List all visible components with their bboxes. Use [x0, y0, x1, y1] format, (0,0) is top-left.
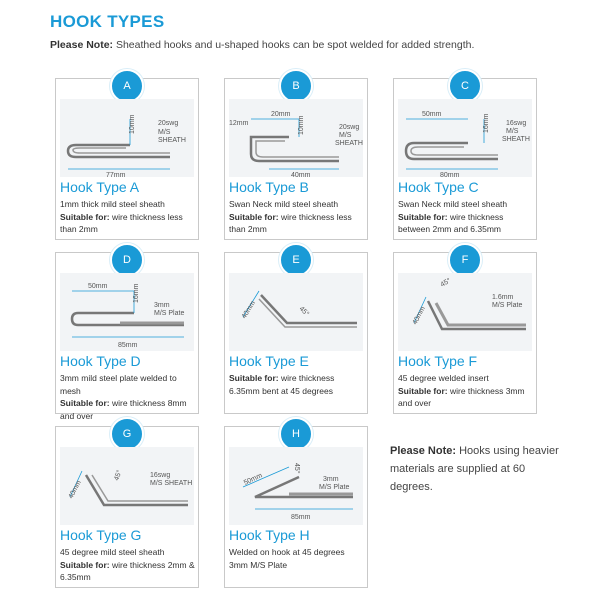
bottom-note-label: Please Note: [390, 445, 457, 457]
hook-desc-f-suit-label: Suitable for: [398, 385, 448, 396]
hook-d-diagram [60, 273, 194, 351]
hook-title-e: Hook Type E [229, 353, 309, 369]
hook-e-diagram [229, 273, 363, 351]
hook-desc-a-suit-text: wire thickness less than 2mm [60, 211, 183, 234]
hook-desc-e-suit-text: wire thickness 6.35mm bent at 45 degrees [229, 373, 335, 396]
hook-desc-h [229, 546, 365, 571]
hook-badge-a: A [110, 69, 144, 103]
hook-card-b [224, 78, 368, 240]
svg-text:85mm: 85mm [291, 514, 311, 521]
hook-desc-h-line1: Welded on hook at 45 degrees 3mm M/S Plate [229, 547, 345, 570]
hook-desc-b-line1: Swan Neck mild steel sheath [229, 199, 339, 209]
svg-text:80mm: 80mm [440, 172, 460, 177]
hook-card-g [55, 426, 199, 588]
hook-card-e [224, 252, 368, 414]
hook-card-f [393, 252, 537, 414]
hook-title-h: Hook Type H [229, 527, 310, 543]
svg-text:SHEATH: SHEATH [158, 137, 186, 144]
hook-card-d [55, 252, 199, 421]
svg-text:40mm: 40mm [240, 299, 258, 321]
svg-text:10mm: 10mm [298, 115, 305, 135]
svg-text:20mm: 20mm [271, 111, 291, 118]
hook-a-diagram [60, 99, 194, 177]
hook-desc-d-line1: 3mm mild steel plate welded to mesh [60, 373, 177, 396]
hook-h-diagram [229, 447, 363, 525]
top-note-label: Please Note: [50, 39, 114, 51]
hook-desc-c-suit-label: Suitable for: [398, 211, 448, 222]
svg-text:16mm: 16mm [133, 283, 140, 303]
hook-c-diagram [398, 99, 532, 177]
hook-title-g: Hook Type G [60, 527, 142, 543]
hook-desc-g-suit-text: wire thickness 2mm & 6.35mm [60, 559, 195, 582]
hook-desc-b-suit-text: wire thickness less than 2mm [229, 211, 352, 234]
hook-desc-e [229, 372, 365, 397]
page-title: HOOK TYPES [50, 12, 165, 31]
hook-b-diagram [229, 99, 363, 177]
hook-title-c: Hook Type C [398, 179, 479, 195]
hook-desc-f [398, 372, 534, 410]
svg-text:12mm: 12mm [229, 120, 249, 127]
hook-desc-a-line1: 1mm thick mild steel sheath [60, 199, 165, 209]
hook-badge-d: D [110, 243, 144, 277]
hook-desc-g [60, 546, 196, 584]
svg-text:40mm: 40mm [411, 305, 427, 326]
hook-badge-e: E [279, 243, 313, 277]
hook-desc-d-suit-text: wire thickness 8mm and over [60, 398, 187, 421]
hook-desc-a [60, 198, 196, 236]
hook-desc-e-suit-label: Suitable for: [229, 373, 279, 383]
hook-badge-b: B [279, 69, 313, 103]
svg-text:M/S Plate: M/S Plate [319, 484, 350, 491]
svg-text:M/S Plate: M/S Plate [492, 302, 523, 309]
svg-text:20swg: 20swg [158, 120, 179, 127]
svg-text:SHEATH: SHEATH [502, 136, 530, 143]
hook-title-b: Hook Type B [229, 179, 309, 195]
svg-text:3mm: 3mm [154, 302, 170, 309]
svg-text:40mm: 40mm [291, 172, 311, 177]
hook-desc-c-line1: Swan Neck mild steel sheath [398, 199, 508, 209]
hook-badge-f: F [448, 243, 482, 277]
hook-g-diagram [60, 447, 194, 525]
svg-text:40mm: 40mm [67, 479, 83, 500]
hook-f-diagram [398, 273, 532, 351]
svg-text:45°: 45° [113, 469, 124, 482]
svg-text:SHEATH: SHEATH [335, 140, 363, 147]
svg-text:16swg: 16swg [506, 120, 527, 127]
svg-text:M/S: M/S [506, 128, 519, 135]
svg-text:M/S: M/S [339, 132, 352, 139]
hook-card-h [224, 426, 368, 588]
hook-desc-g-suit-label: Suitable for: [60, 559, 110, 570]
svg-text:50mm: 50mm [242, 472, 264, 487]
svg-text:85mm: 85mm [118, 342, 138, 349]
svg-text:M/S Plate: M/S Plate [154, 310, 185, 317]
top-note [50, 39, 474, 51]
svg-text:50mm: 50mm [88, 283, 108, 290]
hook-desc-a-suit-label: Suitable for: [60, 211, 110, 222]
hook-card-c [393, 78, 537, 240]
hook-desc-b [229, 198, 365, 236]
svg-text:M/S SHEATH: M/S SHEATH [150, 480, 193, 487]
svg-text:1.6mm: 1.6mm [492, 294, 514, 301]
hook-badge-g: G [110, 417, 144, 451]
hook-desc-f-suit-text: wire thickness 3mm and over [398, 385, 525, 408]
bottom-note [390, 442, 560, 496]
hook-desc-g-line1: 45 degree mild steel sheath [60, 547, 165, 557]
svg-text:20swg: 20swg [339, 124, 360, 131]
hook-desc-d [60, 372, 196, 422]
svg-text:10mm: 10mm [129, 114, 136, 134]
top-note-text: Sheathed hooks and u-shaped hooks can be spot welded for added strength. [113, 39, 475, 51]
svg-text:45°: 45° [439, 277, 453, 289]
svg-text:45°: 45° [293, 463, 300, 474]
hook-desc-d-suit-label: Suitable for: [60, 398, 110, 408]
hook-badge-c: C [448, 69, 482, 103]
svg-text:M/S: M/S [158, 129, 171, 136]
svg-text:77mm: 77mm [106, 172, 126, 177]
hook-title-f: Hook Type F [398, 353, 478, 369]
hook-desc-c [398, 198, 534, 236]
svg-text:50mm: 50mm [422, 111, 442, 118]
hook-desc-b-suit-label: Suitable for: [229, 211, 279, 222]
hook-desc-f-line1: 45 degree welded insert [398, 373, 489, 383]
bottom-note-text: Hooks using heavier materials are supplied at 60 degrees. [390, 445, 559, 493]
hook-card-a [55, 78, 199, 240]
hook-title-a: Hook Type A [60, 179, 140, 195]
svg-text:16mm: 16mm [483, 113, 490, 133]
hook-badge-h: H [279, 417, 313, 451]
svg-text:16swg: 16swg [150, 472, 171, 479]
svg-text:45°: 45° [297, 305, 311, 318]
hook-desc-c-suit-text: wire thickness between 2mm and 6.35mm [398, 211, 504, 234]
svg-text:3mm: 3mm [323, 476, 339, 483]
hook-title-d: Hook Type D [60, 353, 141, 369]
